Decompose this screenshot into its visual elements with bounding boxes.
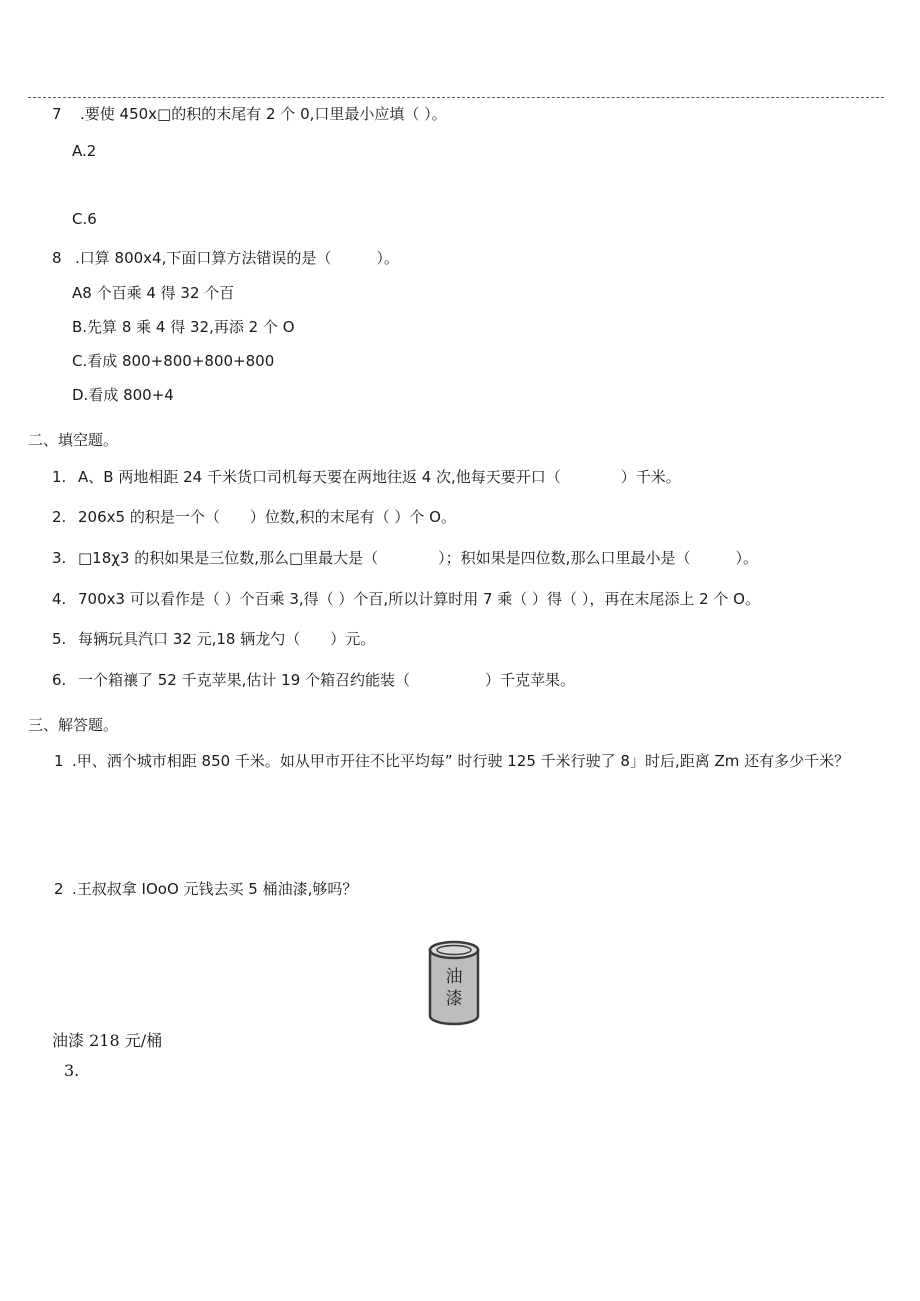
fill-blank-5-text: 每辆玩具汽口 32 元,18 辆龙勺（ ）元。 (78, 630, 376, 648)
fill-blank-4-text: 700x3 可以看作是（ ）个百乘 3,得（ ）个百,所以计算时用 7 乘（ ）得（ ），再在末尾添上 2 个 O。 (78, 590, 760, 608)
fill-blank-5-number: 5. (52, 630, 67, 648)
paint-can-body (430, 950, 478, 1024)
fill-blank-2-text: 206x5 的积是一个（ ）位数,积的末尾有（ ）个 O。 (78, 508, 456, 526)
question-8-option-c: C.看成 800+800+800+800 (72, 352, 275, 370)
fill-blank-3-text: □18χ3 的积如果是三位数,那么□里最大是（ ）；积如果是四位数,那么口里最小是（ ）。 (78, 549, 758, 567)
answer-question-1-number: 1 (54, 752, 64, 770)
answer-question-2-text: .王叔叔拿 IOoO 元钱去买 5 桶油漆,够吗？ (72, 880, 358, 898)
header-divider (28, 97, 884, 98)
paint-can-image (426, 940, 482, 1026)
paint-can-label-top: 油 (445, 967, 463, 987)
answer-question-1-text: .甲、洒个城市相距 850 千米。如从甲市开往不比平均每” 时行驶 125 千米行驶了 8」时后,距离 Zm 还有多少千米？ (72, 752, 850, 770)
fill-blank-4-number: 4. (52, 590, 67, 608)
answer-question-3-number: 3. (64, 1061, 80, 1080)
question-8-option-d: D.看成 800+4 (72, 386, 174, 404)
question-8-text: .口算 800x4,下面口算方法错误的是（ ）。 (75, 249, 399, 267)
fill-blank-1-text: A、B 两地相距 24 千米货口司机每天要在两地往返 4 次,他每天要开口（ ）千米。 (78, 468, 681, 486)
section-2-title: 二、填空题。 (28, 431, 119, 449)
fill-blank-6-number: 6. (52, 671, 67, 689)
fill-blank-1-number: 1. (52, 468, 67, 486)
section-3-title: 三、解答题。 (28, 716, 119, 734)
question-7-option-c: C.6 (72, 210, 97, 228)
question-8-number: 8 (52, 249, 62, 267)
paint-price-label: 油漆 218 元/桶 (52, 1031, 163, 1050)
answer-question-2-number: 2 (54, 880, 64, 898)
question-7-number: 7 (52, 105, 62, 123)
fill-blank-3-number: 3. (52, 549, 67, 567)
question-8-option-a: A8 个百乘 4 得 32 个百 (72, 284, 235, 302)
paint-can-label-bottom: 漆 (445, 989, 463, 1009)
question-8-option-b: B.先算 8 乘 4 得 32,再添 2 个 O (72, 318, 295, 336)
fill-blank-6-text: 一个箱禳了 52 千克苹果,估计 19 个箱召约能装（ ）千克苹果。 (78, 671, 576, 689)
fill-blank-2-number: 2. (52, 508, 67, 526)
question-7-option-a: A.2 (72, 142, 97, 160)
question-7-text: .要使 450x□的积的末尾有 2 个 0,口里最小应填（ ）。 (80, 105, 447, 123)
